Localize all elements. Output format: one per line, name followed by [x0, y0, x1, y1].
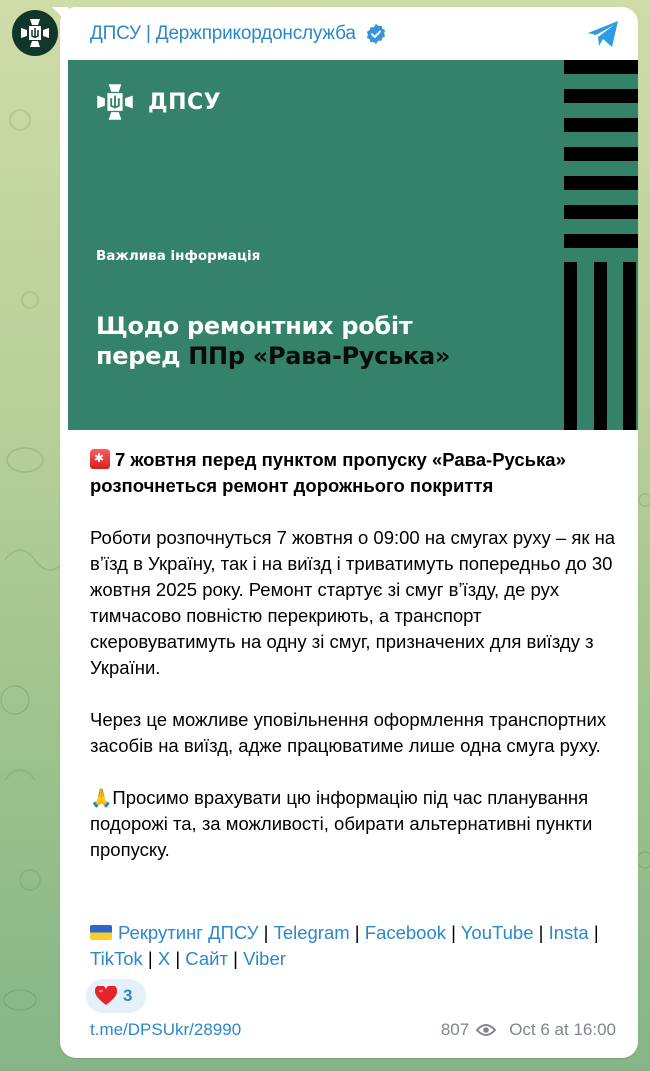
dpsu-emblem-icon [20, 18, 50, 48]
post-meta [441, 1020, 616, 1040]
image-title-line2 [96, 341, 450, 371]
ukraine-flag-icon [90, 925, 112, 940]
message-header [90, 21, 386, 47]
link-viber[interactable]: Viber [243, 948, 286, 969]
timestamp: Oct 6 at 16:00 [509, 1020, 616, 1039]
message-bubble [60, 7, 638, 1058]
link-youtube[interactable]: YouTube [460, 922, 534, 943]
link-telegram[interactable]: Telegram [273, 922, 350, 943]
separator: | [533, 922, 549, 943]
post-headline [90, 447, 620, 499]
channel-name[interactable]: ДПСУ | Держприкордонслужба [90, 23, 356, 44]
separator: | [258, 922, 274, 943]
post-image[interactable] [68, 60, 638, 430]
separator: | [142, 948, 158, 969]
pray-icon: 🙏 [90, 788, 113, 808]
link-tiktok[interactable]: TikTok [90, 948, 143, 969]
separator: | [227, 948, 244, 969]
eye-icon [476, 1023, 496, 1037]
telegram-share-icon[interactable] [586, 19, 620, 49]
social-links [90, 920, 620, 972]
image-title-line1: Щодо ремонтних робіт [96, 312, 413, 340]
image-title-highlight: ППр «Рава-Руська» [188, 342, 451, 370]
separator: | [588, 922, 599, 943]
separator: | [349, 922, 365, 943]
post-paragraph-3 [90, 785, 620, 863]
image-logo [96, 83, 221, 121]
image-logo-text: ДПСУ [148, 89, 222, 115]
heart-icon [95, 986, 117, 1006]
post-paragraph-3-text: Просимо врахувати цю інформацію під час планування подорожі та, за можливості, обирати альтернативні пункти пропуску. [90, 787, 593, 860]
dpsu-emblem-icon [96, 83, 134, 121]
post-link[interactable]: t.me/DPSUkr/28990 [90, 1020, 242, 1039]
post-paragraph-1: Роботи розпочнуться 7 жовтня о 09:00 на смугах руху – як на вʼїзд в Україну, так і на виїзд і триватимуть попередньо до 30 жовтня 2025 року. Ремонт стартує зі смуг вʼїзду, де рух тимчасово повністю перекриють, а транспорт скеровуватимуть на одну зі смуг, призначених для виїзду з України. [90, 527, 616, 678]
decorative-stripes [564, 60, 638, 430]
link-recruiting[interactable]: Рекрутинг ДПСУ [118, 922, 259, 943]
post-text [90, 447, 620, 889]
separator: | [170, 948, 186, 969]
channel-avatar[interactable] [12, 10, 58, 56]
link-facebook[interactable]: Facebook [364, 922, 447, 943]
link-insta[interactable]: Insta [548, 922, 589, 943]
link-x[interactable]: X [157, 948, 171, 969]
reaction-heart[interactable] [86, 979, 146, 1013]
image-title-prefix: перед [96, 342, 189, 370]
image-subtitle: Важлива інформація [96, 248, 261, 264]
link-site[interactable]: Сайт [185, 948, 228, 969]
verified-badge-icon [366, 24, 386, 44]
image-title [96, 311, 450, 371]
reaction-count: 3 [123, 986, 133, 1005]
siren-icon [90, 449, 110, 469]
post-paragraph-2: Через це можливе уповільнення оформлення транспортних засобів на виїзд, адже працюватиме лише одна смуга руху. [90, 709, 607, 756]
view-count: 807 [440, 1020, 470, 1039]
separator: | [446, 922, 461, 943]
post-headline-text: 7 жовтня перед пунктом пропуску «Рава-Руська» розпочнеться ремонт дорожнього покриття [90, 449, 566, 496]
